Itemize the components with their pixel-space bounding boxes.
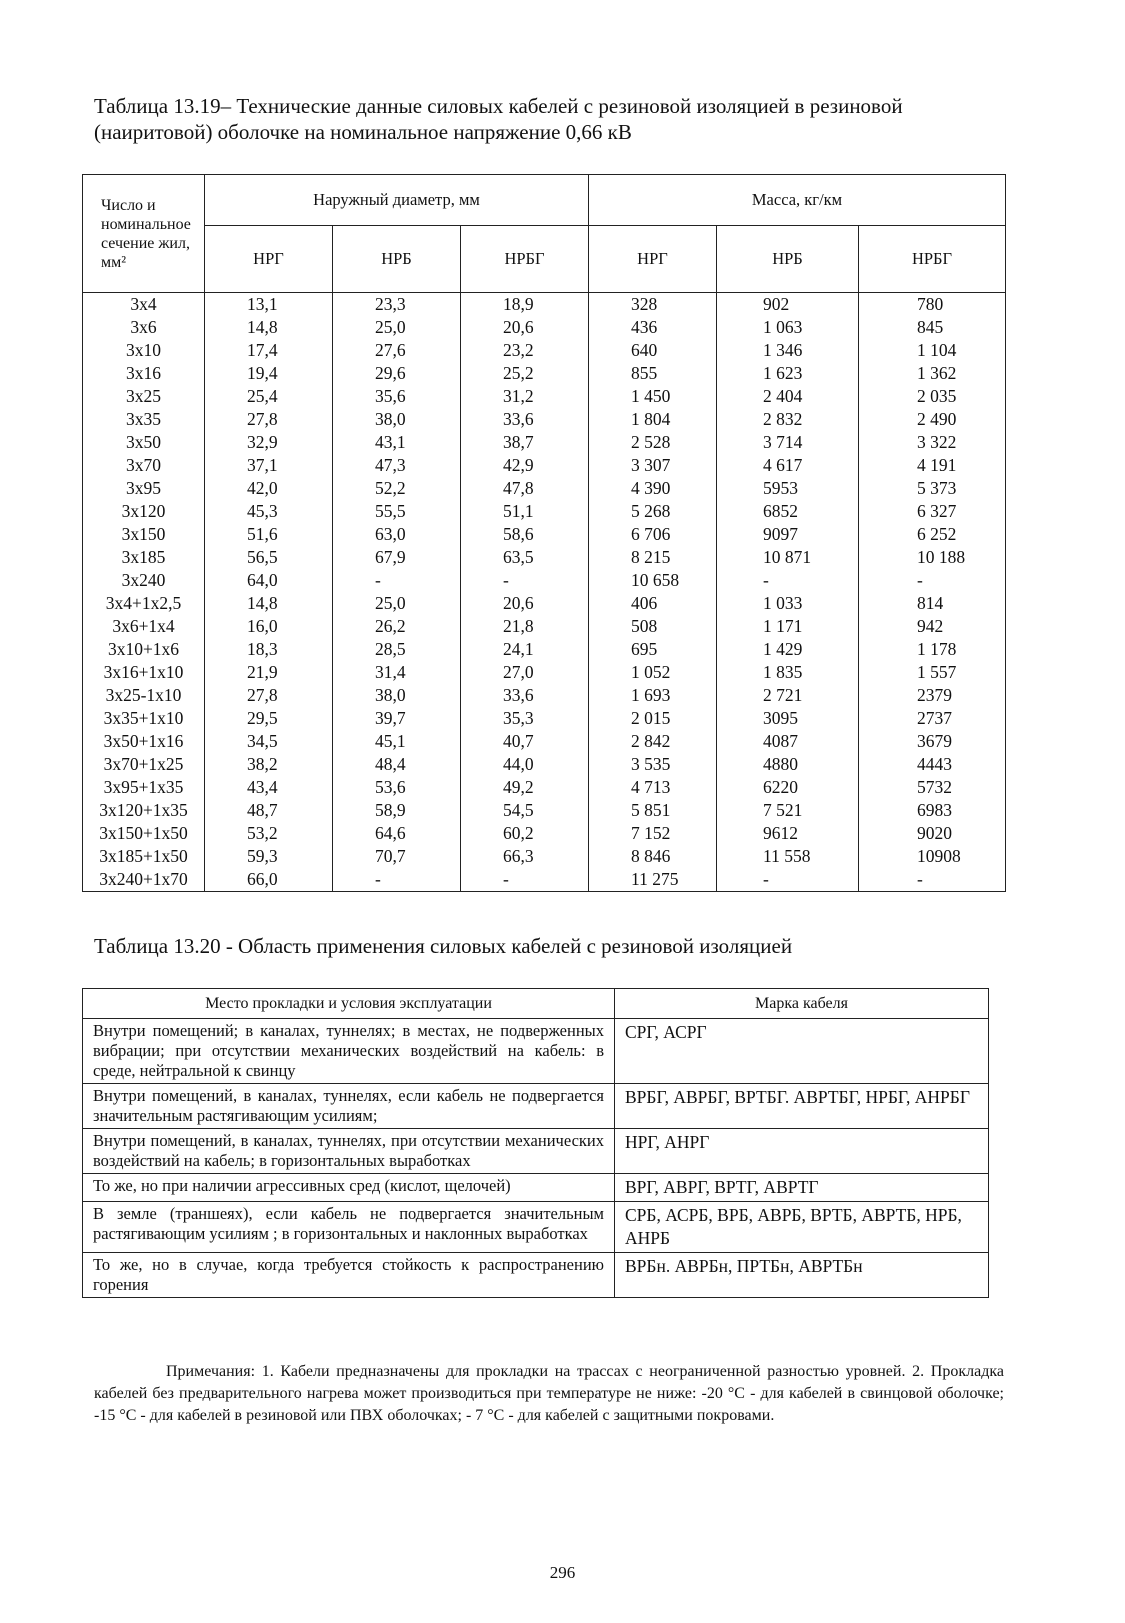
value-cell: 2737 xyxy=(859,707,1006,730)
value-cell: 18,9 xyxy=(461,293,589,317)
value-cell: 70,7 xyxy=(333,845,461,868)
section-cell: 3x120 xyxy=(83,500,205,523)
value-cell: 24,1 xyxy=(461,638,589,661)
section-cell: 3x10 xyxy=(83,339,205,362)
value-cell: 40,7 xyxy=(461,730,589,753)
mass-col-header: НРБГ xyxy=(859,226,1006,293)
brand-cell: СРГ, АСРГ xyxy=(615,1019,989,1084)
section-cell: 3x240+1x70 xyxy=(83,868,205,892)
value-cell: 695 xyxy=(589,638,717,661)
value-cell: 2 832 xyxy=(717,408,859,431)
table-row xyxy=(83,408,1006,431)
value-cell: 25,4 xyxy=(205,385,333,408)
table-row xyxy=(83,385,1006,408)
place-cell: Внутри помещений, в каналах, туннелях, если кабель не подвергается значительным растягивающим усилиям; xyxy=(83,1084,615,1129)
table-row xyxy=(83,500,1006,523)
value-cell: 63,5 xyxy=(461,546,589,569)
value-cell: 5 268 xyxy=(589,500,717,523)
place-cell: То же, но в случае, когда требуется стойкость к распространению горения xyxy=(83,1253,615,1298)
value-cell: 4 191 xyxy=(859,454,1006,477)
section-cell: 3x6+1x4 xyxy=(83,615,205,638)
value-cell: 45,1 xyxy=(333,730,461,753)
brand-cell: СРБ, АСРБ, ВРБ, АВРБ, ВРТБ, АВРТБ, НРБ, АНРБ xyxy=(615,1202,989,1253)
table-row xyxy=(83,592,1006,615)
value-cell: - xyxy=(859,569,1006,592)
value-cell: 27,8 xyxy=(205,684,333,707)
value-cell: 43,1 xyxy=(333,431,461,454)
value-cell: 1 052 xyxy=(589,661,717,684)
table-row xyxy=(83,615,1006,638)
value-cell: 18,3 xyxy=(205,638,333,661)
value-cell: 27,6 xyxy=(333,339,461,362)
value-cell: 6220 xyxy=(717,776,859,799)
value-cell: 4 617 xyxy=(717,454,859,477)
value-cell: 37,1 xyxy=(205,454,333,477)
table-row xyxy=(83,339,1006,362)
value-cell: - xyxy=(859,868,1006,892)
value-cell: 35,6 xyxy=(333,385,461,408)
section-cell: 3x70+1x25 xyxy=(83,753,205,776)
value-cell: 27,0 xyxy=(461,661,589,684)
section-cell: 3x16+1x10 xyxy=(83,661,205,684)
section-cell: 3x70 xyxy=(83,454,205,477)
value-cell: 66,0 xyxy=(205,868,333,892)
value-cell: 1 362 xyxy=(859,362,1006,385)
value-cell: 21,9 xyxy=(205,661,333,684)
value-cell: 47,8 xyxy=(461,477,589,500)
value-cell: 6 252 xyxy=(859,523,1006,546)
value-cell: 780 xyxy=(859,293,1006,317)
section-cell: 3x185 xyxy=(83,546,205,569)
value-cell: 33,6 xyxy=(461,684,589,707)
place-header: Место прокладки и условия эксплуатации xyxy=(83,989,615,1019)
value-cell: 23,3 xyxy=(333,293,461,317)
value-cell: 14,8 xyxy=(205,316,333,339)
value-cell: 6852 xyxy=(717,500,859,523)
table-row xyxy=(83,868,1006,892)
section-cell: 3x6 xyxy=(83,316,205,339)
value-cell: 25,0 xyxy=(333,316,461,339)
value-cell: 38,0 xyxy=(333,684,461,707)
section-cell: 3x95 xyxy=(83,477,205,500)
value-cell: 902 xyxy=(717,293,859,317)
section-cell: 3x50+1x16 xyxy=(83,730,205,753)
table-13-20-caption: Таблица 13.20 - Область применения силовых кабелей с резиновой изоляцией xyxy=(94,934,793,958)
value-cell: 23,2 xyxy=(461,339,589,362)
value-cell: 1 623 xyxy=(717,362,859,385)
value-cell: 5953 xyxy=(717,477,859,500)
value-cell: - xyxy=(333,569,461,592)
mass-col-header: НРГ xyxy=(589,226,717,293)
diameter-group-header: Наружный диаметр, мм xyxy=(205,175,589,226)
value-cell: 3 535 xyxy=(589,753,717,776)
value-cell: 38,2 xyxy=(205,753,333,776)
value-cell: 13,1 xyxy=(205,293,333,317)
value-cell: 10 188 xyxy=(859,546,1006,569)
table-row xyxy=(83,1174,989,1202)
value-cell: 14,8 xyxy=(205,592,333,615)
value-cell: 9020 xyxy=(859,822,1006,845)
value-cell: 1 104 xyxy=(859,339,1006,362)
section-cell: 3x16 xyxy=(83,362,205,385)
value-cell: 11 558 xyxy=(717,845,859,868)
value-cell: 4 713 xyxy=(589,776,717,799)
table-row xyxy=(83,293,1006,317)
value-cell: 9612 xyxy=(717,822,859,845)
value-cell: 54,5 xyxy=(461,799,589,822)
value-cell: 53,6 xyxy=(333,776,461,799)
value-cell: 845 xyxy=(859,316,1006,339)
section-cell: 3x25-1x10 xyxy=(83,684,205,707)
table-13-19-caption: Таблица 13.19– Технические данные силовых кабелей с резиновой изоляцией в резиновой (наиритовой) оболочке на номинальное напряжение 0,66 кВ xyxy=(94,94,903,144)
value-cell: 3679 xyxy=(859,730,1006,753)
table-row xyxy=(83,477,1006,500)
value-cell: 26,2 xyxy=(333,615,461,638)
place-cell: В земле (траншеях), если кабель не подвергается значительным растягивающим усилиям ; в горизонтальных и наклонных выработках xyxy=(83,1202,615,1253)
table-row xyxy=(83,316,1006,339)
table-row xyxy=(83,661,1006,684)
value-cell: 1 346 xyxy=(717,339,859,362)
section-cell: 3x120+1x35 xyxy=(83,799,205,822)
value-cell: 39,7 xyxy=(333,707,461,730)
value-cell: 1 178 xyxy=(859,638,1006,661)
value-cell: 44,0 xyxy=(461,753,589,776)
value-cell: 3095 xyxy=(717,707,859,730)
value-cell: 1 557 xyxy=(859,661,1006,684)
value-cell: 27,8 xyxy=(205,408,333,431)
value-cell: 640 xyxy=(589,339,717,362)
value-cell: 51,1 xyxy=(461,500,589,523)
value-cell: 19,4 xyxy=(205,362,333,385)
value-cell: 7 521 xyxy=(717,799,859,822)
section-cell: 3x25 xyxy=(83,385,205,408)
section-cell: 3x4 xyxy=(83,293,205,317)
page-number: 296 xyxy=(549,1563,576,1582)
value-cell: 4087 xyxy=(717,730,859,753)
value-cell: 3 714 xyxy=(717,431,859,454)
value-cell: 508 xyxy=(589,615,717,638)
section-cell: 3x4+1x2,5 xyxy=(83,592,205,615)
value-cell: 29,6 xyxy=(333,362,461,385)
value-cell: 9097 xyxy=(717,523,859,546)
brand-cell: ВРБн. АВРБн, ПРТБн, АВРТБн xyxy=(615,1253,989,1298)
place-cell: Внутри помещений; в каналах, туннелях; в местах, не подверженных вибрации; при отсутствии механических воздействий на кабель: в среде, нейтральной к свинцу xyxy=(83,1019,615,1084)
table-body xyxy=(83,1019,989,1298)
table-row xyxy=(83,822,1006,845)
cable-specs-table xyxy=(82,174,1006,892)
value-cell: - xyxy=(717,868,859,892)
value-cell: 43,4 xyxy=(205,776,333,799)
value-cell: 42,9 xyxy=(461,454,589,477)
value-cell: 35,3 xyxy=(461,707,589,730)
value-cell: 64,6 xyxy=(333,822,461,845)
section-cell: 3x50 xyxy=(83,431,205,454)
section-cell: 3x10+1x6 xyxy=(83,638,205,661)
value-cell: 52,2 xyxy=(333,477,461,500)
value-cell: 2 015 xyxy=(589,707,717,730)
table-row xyxy=(83,546,1006,569)
value-cell: 4880 xyxy=(717,753,859,776)
notes-paragraph: Примечания: 1. Кабели предназначены для прокладки на трассах с неограниченной разностью уровней. 2. Прокладка кабелей без предварительного нагрева может производиться при температуре не ниже: -20 °С - для кабелей в свинцовой оболочке; -15 °С - для кабелей в резиновой или ПВХ оболочках; - 7 °С - для кабелей с защитными покровами. xyxy=(94,1363,1004,1424)
brand-header: Марка кабеля xyxy=(615,989,989,1019)
value-cell: 59,3 xyxy=(205,845,333,868)
value-cell: 48,7 xyxy=(205,799,333,822)
value-cell: 11 275 xyxy=(589,868,717,892)
value-cell: 3 322 xyxy=(859,431,1006,454)
application-table xyxy=(82,988,989,1298)
section-cell: 3x35 xyxy=(83,408,205,431)
value-cell: 64,0 xyxy=(205,569,333,592)
value-cell: 406 xyxy=(589,592,717,615)
value-cell: 60,2 xyxy=(461,822,589,845)
value-cell: 2 035 xyxy=(859,385,1006,408)
value-cell: 38,0 xyxy=(333,408,461,431)
value-cell: 33,6 xyxy=(461,408,589,431)
section-cell: 3x35+1x10 xyxy=(83,707,205,730)
value-cell: 2 721 xyxy=(717,684,859,707)
diameter-col-header: НРГ xyxy=(205,226,333,293)
diameter-col-header: НРБ xyxy=(333,226,461,293)
table-row xyxy=(83,707,1006,730)
value-cell: 66,3 xyxy=(461,845,589,868)
table-row xyxy=(83,753,1006,776)
diameter-col-header: НРБГ xyxy=(461,226,589,293)
value-cell: 6983 xyxy=(859,799,1006,822)
value-cell: 2 528 xyxy=(589,431,717,454)
value-cell: 2 490 xyxy=(859,408,1006,431)
value-cell: 47,3 xyxy=(333,454,461,477)
value-cell: 34,5 xyxy=(205,730,333,753)
table-row xyxy=(83,454,1006,477)
brand-cell: ВРГ, АВРГ, ВРТГ, АВРТГ xyxy=(615,1174,989,1202)
value-cell: 1 033 xyxy=(717,592,859,615)
value-cell: 436 xyxy=(589,316,717,339)
value-cell: 63,0 xyxy=(333,523,461,546)
value-cell: 20,6 xyxy=(461,592,589,615)
value-cell: 58,6 xyxy=(461,523,589,546)
value-cell: 1 063 xyxy=(717,316,859,339)
value-cell: 21,8 xyxy=(461,615,589,638)
value-cell: 56,5 xyxy=(205,546,333,569)
value-cell: 3 307 xyxy=(589,454,717,477)
value-cell: 1 804 xyxy=(589,408,717,431)
value-cell: 2 404 xyxy=(717,385,859,408)
value-cell: 55,5 xyxy=(333,500,461,523)
table-row xyxy=(83,1253,989,1298)
place-cell: Внутри помещений, в каналах, туннелях, при отсутствии механических воздействий на кабель; в горизонтальных выработках xyxy=(83,1129,615,1174)
value-cell: 16,0 xyxy=(205,615,333,638)
value-cell: 53,2 xyxy=(205,822,333,845)
value-cell: - xyxy=(333,868,461,892)
value-cell: 42,0 xyxy=(205,477,333,500)
value-cell: 7 152 xyxy=(589,822,717,845)
value-cell: 49,2 xyxy=(461,776,589,799)
value-cell: 5 851 xyxy=(589,799,717,822)
table-row xyxy=(83,730,1006,753)
value-cell: 4443 xyxy=(859,753,1006,776)
value-cell: - xyxy=(717,569,859,592)
table-row xyxy=(83,776,1006,799)
section-cell: 3x240 xyxy=(83,569,205,592)
value-cell: - xyxy=(461,569,589,592)
value-cell: 4 390 xyxy=(589,477,717,500)
section-cell: 3x185+1x50 xyxy=(83,845,205,868)
section-header: Число и номинальное сечение жил, мм² xyxy=(83,175,205,293)
mass-group-header: Масса, кг/км xyxy=(589,175,1006,226)
value-cell: 1 450 xyxy=(589,385,717,408)
value-cell: 20,6 xyxy=(461,316,589,339)
value-cell: 58,9 xyxy=(333,799,461,822)
value-cell: 17,4 xyxy=(205,339,333,362)
table-row xyxy=(83,684,1006,707)
table-body xyxy=(83,293,1006,892)
value-cell: 1 835 xyxy=(717,661,859,684)
value-cell: 2 842 xyxy=(589,730,717,753)
table-row xyxy=(83,638,1006,661)
table-row xyxy=(83,1019,989,1084)
value-cell: 8 215 xyxy=(589,546,717,569)
value-cell: 67,9 xyxy=(333,546,461,569)
value-cell: 28,5 xyxy=(333,638,461,661)
value-cell: 6 327 xyxy=(859,500,1006,523)
value-cell: 6 706 xyxy=(589,523,717,546)
value-cell: 328 xyxy=(589,293,717,317)
value-cell: 8 846 xyxy=(589,845,717,868)
table-row xyxy=(83,1129,989,1174)
value-cell: 10 658 xyxy=(589,569,717,592)
value-cell: 51,6 xyxy=(205,523,333,546)
value-cell: 5732 xyxy=(859,776,1006,799)
value-cell: 5 373 xyxy=(859,477,1006,500)
section-cell: 3x150 xyxy=(83,523,205,546)
value-cell: 32,9 xyxy=(205,431,333,454)
value-cell: 31,2 xyxy=(461,385,589,408)
value-cell: 1 171 xyxy=(717,615,859,638)
table-row xyxy=(83,431,1006,454)
table-row xyxy=(83,569,1006,592)
value-cell: 855 xyxy=(589,362,717,385)
section-cell: 3x95+1x35 xyxy=(83,776,205,799)
value-cell: 10 871 xyxy=(717,546,859,569)
table-row xyxy=(83,1202,989,1253)
table-row xyxy=(83,362,1006,385)
value-cell: - xyxy=(461,868,589,892)
value-cell: 1 693 xyxy=(589,684,717,707)
value-cell: 25,2 xyxy=(461,362,589,385)
place-cell: То же, но при наличии агрессивных сред (кислот, щелочей) xyxy=(83,1174,615,1202)
section-cell: 3x150+1x50 xyxy=(83,822,205,845)
table-row xyxy=(83,845,1006,868)
value-cell: 38,7 xyxy=(461,431,589,454)
mass-col-header: НРБ xyxy=(717,226,859,293)
value-cell: 31,4 xyxy=(333,661,461,684)
table-row xyxy=(83,799,1006,822)
value-cell: 814 xyxy=(859,592,1006,615)
value-cell: 1 429 xyxy=(717,638,859,661)
table-row xyxy=(83,1084,989,1129)
value-cell: 2379 xyxy=(859,684,1006,707)
brand-cell: НРГ, АНРГ xyxy=(615,1129,989,1174)
value-cell: 48,4 xyxy=(333,753,461,776)
value-cell: 25,0 xyxy=(333,592,461,615)
value-cell: 942 xyxy=(859,615,1006,638)
value-cell: 29,5 xyxy=(205,707,333,730)
brand-cell: ВРБГ, АВРБГ, ВРТБГ. АВРТБГ, НРБГ, АНРБГ xyxy=(615,1084,989,1129)
table-row xyxy=(83,523,1006,546)
value-cell: 10908 xyxy=(859,845,1006,868)
value-cell: 45,3 xyxy=(205,500,333,523)
